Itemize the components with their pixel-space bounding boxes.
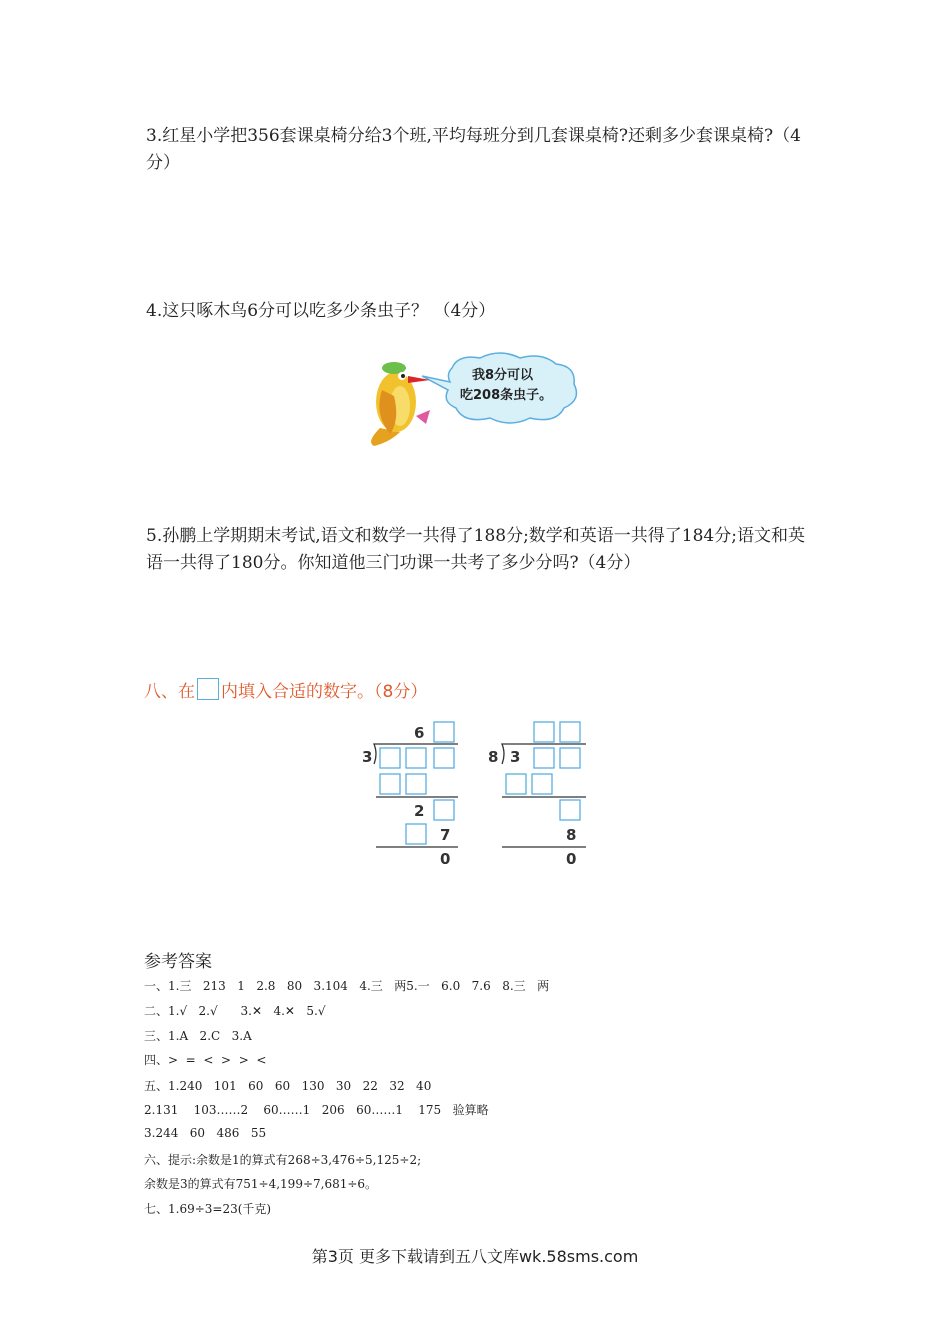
- answer-line: 余数是3的算式有751÷4,199÷7,681÷6。: [144, 1177, 378, 1191]
- answer-line: 2.131 103……2 60……1 206 60……1 175 验算略: [144, 1103, 489, 1117]
- divisor: 3: [362, 748, 373, 766]
- answer-line: 三、1.A 2.C 3.A: [144, 1029, 252, 1043]
- sub-digit: 7: [440, 826, 451, 844]
- answer-line: 3.244 60 486 55: [144, 1126, 267, 1140]
- answers-title: 参考答案: [144, 952, 212, 972]
- blank-box[interactable]: [560, 722, 580, 742]
- answer-line: 四、> = < > > <: [144, 1053, 267, 1067]
- blank-box[interactable]: [434, 800, 454, 820]
- long-division-2: [486, 716, 596, 866]
- woodpecker-illustration: [360, 350, 590, 450]
- blank-box[interactable]: [434, 722, 454, 742]
- page-footer: 第3页 更多下载请到五八文库wk.58sms.com: [311, 1247, 639, 1266]
- blank-box[interactable]: [534, 748, 554, 768]
- blank-box[interactable]: [434, 748, 454, 768]
- section-8-title: [144, 677, 427, 702]
- answer-line: 一、1.三 213 1 2.8 80 3.104 4.三 两5.一 6.0 7.6 8.三 两: [144, 979, 550, 993]
- question-5: 5.孙鹏上学期期末考试,语文和数学一共得了188分;数学和英语一共得了184分;语文和英语一共得了180分。你知道他三门功课一共考了多少分吗?（4分）: [146, 526, 805, 573]
- answer-line: 五、1.240 101 60 60 130 30 22 32 40: [144, 1079, 432, 1093]
- question-4: 4.这只啄木鸟6分可以吃多少条虫子？ （4分）: [146, 301, 496, 321]
- answer-line: 二、1.√ 2.√ 3.✕ 4.✕ 5.√: [144, 1004, 326, 1018]
- blank-box[interactable]: [406, 824, 426, 844]
- section-8-prefix: 八、在: [144, 682, 195, 702]
- sub-digit: 8: [566, 826, 577, 844]
- blank-box[interactable]: [532, 774, 552, 794]
- remainder: 0: [440, 850, 451, 868]
- long-division-1: [358, 716, 468, 866]
- blank-box[interactable]: [560, 800, 580, 820]
- divisor: 8: [488, 748, 499, 766]
- remainder: 0: [566, 850, 577, 868]
- dividend-digit: 3: [510, 748, 521, 766]
- quotient-digit: 6: [414, 724, 425, 742]
- blank-box[interactable]: [506, 774, 526, 794]
- answer-line: 七、1.69÷3=23(千克): [144, 1202, 272, 1216]
- blank-box[interactable]: [380, 748, 400, 768]
- bubble-text-line1: 我8分可以: [472, 368, 534, 383]
- bubble-text-line2: 吃208条虫子。: [460, 388, 553, 403]
- blank-box[interactable]: [534, 722, 554, 742]
- blank-box[interactable]: [406, 748, 426, 768]
- blank-box[interactable]: [406, 774, 426, 794]
- blank-box[interactable]: [380, 774, 400, 794]
- blank-box-icon: [197, 678, 219, 700]
- blank-box[interactable]: [560, 748, 580, 768]
- mid-digit: 2: [414, 802, 425, 820]
- answer-line: 六、提示:余数是1的算式有268÷3,476÷5,125÷2;: [144, 1153, 422, 1167]
- section-8-suffix: 内填入合适的数字。（8分）: [221, 682, 428, 702]
- question-3: 3.红星小学把356套课桌椅分给3个班,平均每班分到几套课桌椅?还剩多少套课桌椅?（4分）: [146, 126, 801, 173]
